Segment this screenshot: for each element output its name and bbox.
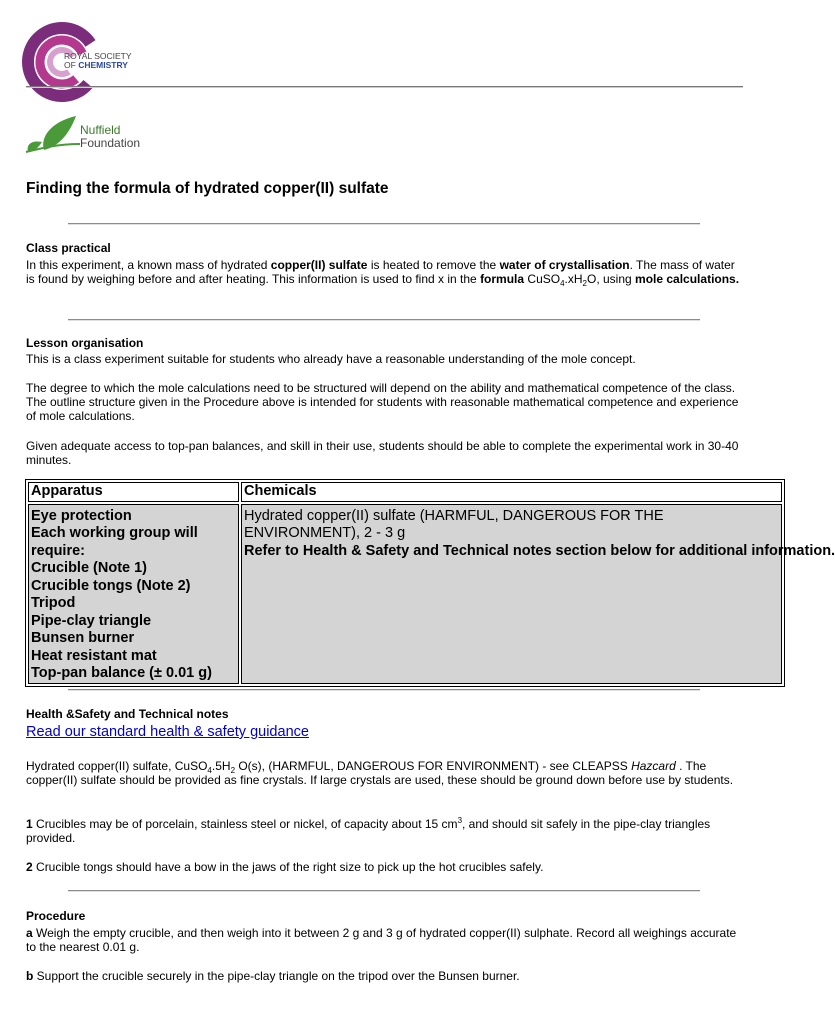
health-heading: Health &Safety and Technical notes — [26, 707, 229, 721]
nuffield-logo-line2: Foundation — [80, 136, 141, 150]
list-item: Heat resistant mat — [31, 647, 157, 664]
chemicals-header: Chemicals — [241, 482, 782, 502]
lesson-para-1: This is a class experiment suitable for students who already have a reasonable understanding of the mole concept. — [26, 352, 636, 366]
procedure-step-b: b Support the crucible securely in the pipe-clay triangle on the tripod over the Bunsen burner. — [26, 969, 520, 983]
list-item: Crucible tongs (Note 2) — [31, 577, 191, 594]
divider-4 — [68, 890, 700, 892]
rsc-logo — [24, 22, 154, 100]
note-2: 2 Crucible tongs should have a bow in the jaws of the right size to pick up the hot crucibles safely. — [26, 860, 544, 874]
lesson-heading: Lesson organisation — [26, 336, 144, 350]
nuffield-logo — [24, 114, 154, 158]
health-para: Hydrated copper(II) sulfate, $CuSO_4.5H_2$ O(s), (HARMFUL, DANGEROUS FOR ENVIRONMENT) - see CLEAPSS Hazcard . The copper(II) sulfate should be provided as fine crystals. If large crystals are used, these should be ground down before use by students. — [26, 759, 734, 787]
rsc-logo-line2: OF — [64, 60, 76, 70]
class-practical-text: In this experiment, a known mass of hydrated copper(II) sulfate is heated to remove the water of crystallisation. The mass of water is found by weighing before and after heating. This information is used to find x in the formula $CuSO_4.xH_2O$, using mole calculations. — [26, 258, 740, 288]
list-item: Top-pan balance (± 0.01 g) — [31, 665, 212, 681]
rsc-logo-line3: CHEMISTRY — [78, 60, 128, 70]
class-practical-heading: Class practical — [26, 241, 111, 255]
lesson-para-2: The degree to which the mole calculations need to be structured will depend on the ability and mathematical competence of the class. The outline structure given in the Procedure above is intended for students with reasonable mathematical competence and experience of mole calculations. — [26, 381, 739, 423]
apparatus-header: Apparatus — [28, 482, 239, 502]
note-1: 1 Crucibles may be of porcelain, stainless steel or nickel, of capacity about 15 $cm^3$, and should sit safely in the pipe-clay triangles provided. — [26, 816, 711, 845]
list-item: Crucible (Note 1) — [31, 560, 148, 576]
list-item: Pipe-clay triangle — [31, 612, 152, 629]
header-divider — [26, 86, 743, 88]
chemicals-cell — [241, 504, 835, 684]
procedure-heading: Procedure — [26, 909, 86, 923]
page-title: Finding the formula of hydrated copper(II) sulfate — [26, 180, 389, 197]
list-item: Bunsen burner — [31, 630, 135, 646]
apparatus-list — [28, 504, 239, 684]
table-header-row — [28, 482, 782, 502]
list-item: Tripod — [31, 595, 76, 611]
list-item: Eye protection — [31, 507, 132, 524]
divider-1 — [68, 223, 700, 225]
table-body-row — [28, 504, 782, 684]
leaf-icon — [24, 114, 82, 158]
chemicals-text: Hydrated copper(II) sulfate (HARMFUL, DANGEROUS FOR THE ENVIRONMENT), 2 - 3 g — [244, 507, 664, 541]
chemicals-note: Refer to Health & Safety and Technical notes section below for additional information. — [244, 542, 835, 559]
lesson-para-3: Given adequate access to top-pan balances, and skill in their use, students should be able to complete the experimental work in 30-40 minutes. — [26, 439, 739, 467]
procedure-step-a: a Weigh the empty crucible, and then weigh into it between 2 g and 3 g of hydrated copper(II) sulphate. Record all weighings accurate to the nearest 0.01 g. — [26, 926, 737, 954]
divider-2 — [68, 319, 700, 321]
rsc-logo-line1: ROYAL SOCIETY — [64, 51, 132, 61]
divider-3 — [68, 689, 700, 691]
apparatus-chemicals-table — [25, 479, 835, 687]
list-item: Each working group will require: — [31, 525, 198, 559]
health-safety-guidance-link[interactable]: Read our standard health & safety guidance — [26, 724, 309, 740]
nuffield-logo-line1: Nuffield — [80, 123, 121, 137]
